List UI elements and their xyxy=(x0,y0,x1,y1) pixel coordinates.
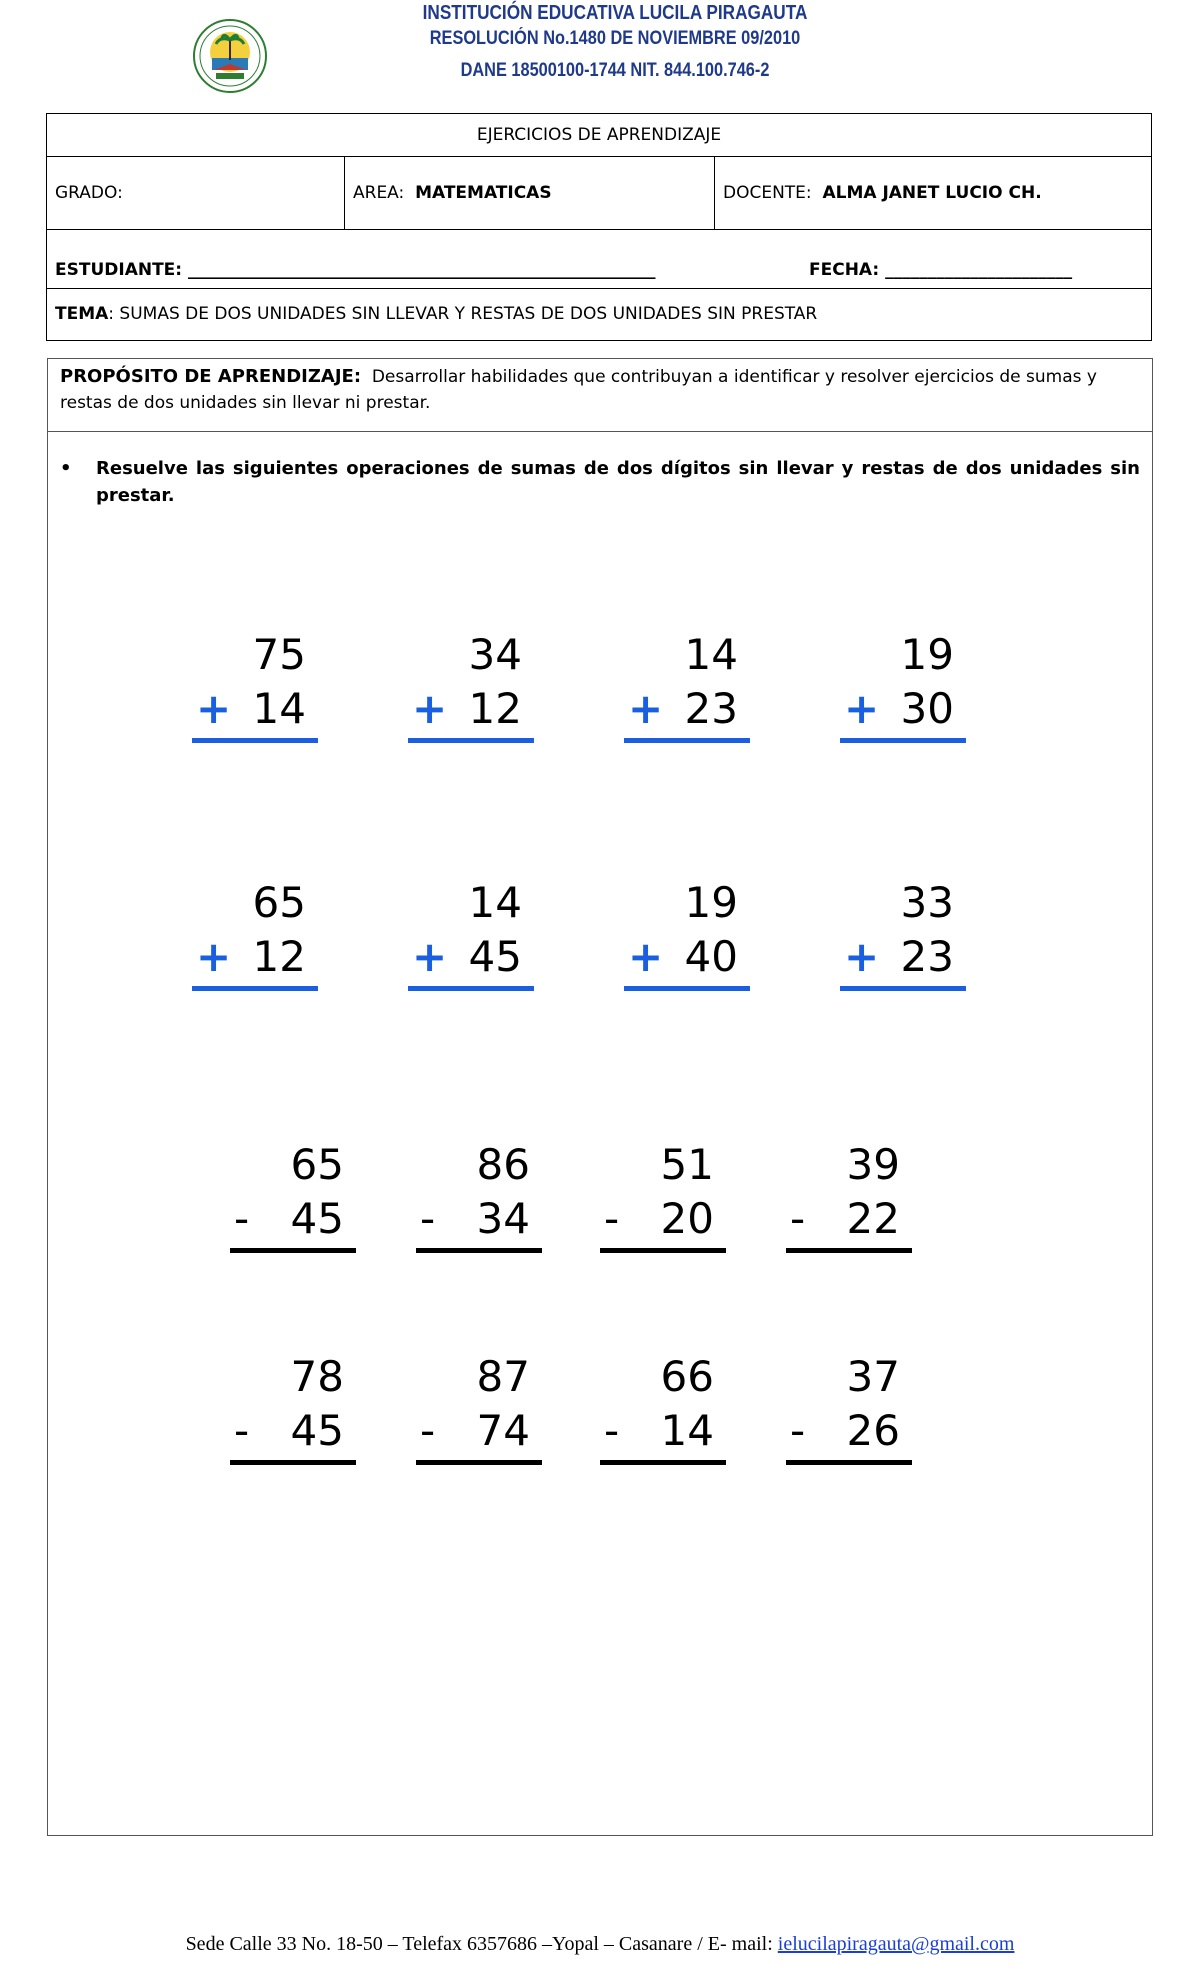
plus-sign: + xyxy=(628,932,664,981)
bottom-number: 74 xyxy=(476,1406,530,1455)
addition-problem xyxy=(840,878,968,993)
bottom-number: 45 xyxy=(290,1406,344,1455)
plus-sign: + xyxy=(844,932,880,981)
minus-sign: - xyxy=(790,1194,806,1243)
top-number: 75 xyxy=(252,630,306,679)
docente-cell xyxy=(715,157,1151,229)
bottom-number: 22 xyxy=(846,1194,900,1243)
addition-problem xyxy=(624,878,752,993)
purpose-section xyxy=(48,359,1152,432)
plus-sign: + xyxy=(412,684,448,733)
subtraction-problem xyxy=(786,1352,914,1467)
answer-line[interactable] xyxy=(192,738,318,743)
area-value: MATEMATICAS xyxy=(415,183,552,203)
bottom-number: 40 xyxy=(684,932,738,981)
fecha-label: FECHA: xyxy=(809,260,880,280)
minus-sign: - xyxy=(604,1194,620,1243)
answer-line[interactable] xyxy=(624,738,750,743)
answer-line[interactable] xyxy=(416,1248,542,1253)
subtraction-problem xyxy=(600,1352,728,1467)
footer xyxy=(0,1933,1200,1956)
dane-nit-line: DANE 18500100-1744 NIT. 844.100.746-2 xyxy=(460,60,770,81)
answer-line[interactable] xyxy=(786,1460,912,1465)
top-number: 14 xyxy=(684,630,738,679)
subtraction-problem xyxy=(786,1140,914,1255)
bottom-number: 45 xyxy=(468,932,522,981)
fecha-blank: ______________________ xyxy=(885,260,1073,280)
addition-problem xyxy=(624,630,752,745)
bottom-number: 20 xyxy=(660,1194,714,1243)
answer-line[interactable] xyxy=(230,1460,356,1465)
estudiante-blank: _______________________________________________________ xyxy=(188,260,656,280)
top-number: 86 xyxy=(476,1140,530,1189)
bottom-number: 26 xyxy=(846,1406,900,1455)
footer-address: Sede Calle 33 No. 18-50 – Telefax 6357686 –Yopal – Casanare / E- mail: xyxy=(185,1933,778,1955)
top-number: 19 xyxy=(684,878,738,927)
instruction xyxy=(60,455,1140,509)
estudiante-field[interactable] xyxy=(55,260,656,280)
answer-line[interactable] xyxy=(408,986,534,991)
minus-sign: - xyxy=(790,1406,806,1455)
top-number: 39 xyxy=(846,1140,900,1189)
header-form-table xyxy=(46,113,1152,341)
docente-value: ALMA JANET LUCIO CH. xyxy=(822,183,1042,203)
answer-line[interactable] xyxy=(840,738,966,743)
minus-sign: - xyxy=(234,1406,250,1455)
resolution-line: RESOLUCIÓN No.1480 DE NOVIEMBRE 09/2010 xyxy=(429,28,801,49)
top-number: 19 xyxy=(900,630,954,679)
minus-sign: - xyxy=(420,1194,436,1243)
minus-sign: - xyxy=(604,1406,620,1455)
top-number: 78 xyxy=(290,1352,344,1401)
exercise-content-box xyxy=(47,358,1153,1836)
footer-email-link[interactable]: ielucilapiragauta@gmail.com xyxy=(777,1933,1015,1955)
subtraction-problem xyxy=(416,1352,544,1467)
answer-line[interactable] xyxy=(624,986,750,991)
bottom-number: 45 xyxy=(290,1194,344,1243)
answer-line[interactable] xyxy=(408,738,534,743)
addition-problem xyxy=(192,878,320,993)
bottom-number: 12 xyxy=(468,684,522,733)
plus-sign: + xyxy=(628,684,664,733)
top-number: 65 xyxy=(290,1140,344,1189)
docente-label: DOCENTE: xyxy=(723,183,812,203)
form-title: EJERCICIOS DE APRENDIZAJE xyxy=(47,114,1151,157)
top-number: 65 xyxy=(252,878,306,927)
addition-problem xyxy=(408,878,536,993)
bottom-number: 14 xyxy=(252,684,306,733)
bottom-number: 14 xyxy=(660,1406,714,1455)
area-cell xyxy=(345,157,715,229)
bottom-number: 34 xyxy=(476,1194,530,1243)
subtraction-problem xyxy=(416,1140,544,1255)
student-row xyxy=(47,230,1151,289)
plus-sign: + xyxy=(412,932,448,981)
subtraction-problem xyxy=(230,1352,358,1467)
addition-problem xyxy=(408,630,536,745)
minus-sign: - xyxy=(234,1194,250,1243)
institution-header xyxy=(340,0,890,84)
top-number: 51 xyxy=(660,1140,714,1189)
top-number: 14 xyxy=(468,878,522,927)
course-info-row xyxy=(47,157,1151,230)
bottom-number: 23 xyxy=(900,932,954,981)
instruction-text: Resuelve las siguientes operaciones de sumas de dos dígitos sin llevar y restas de dos unidades sin prestar. xyxy=(96,458,1140,506)
top-number: 37 xyxy=(846,1352,900,1401)
subtraction-problem xyxy=(230,1140,358,1255)
plus-sign: + xyxy=(196,684,232,733)
purpose-label: PROPÓSITO DE APRENDIZAJE: xyxy=(60,366,362,387)
answer-line[interactable] xyxy=(416,1460,542,1465)
answer-line[interactable] xyxy=(600,1248,726,1253)
answer-line[interactable] xyxy=(230,1248,356,1253)
fecha-field[interactable] xyxy=(809,260,1072,280)
answer-line[interactable] xyxy=(840,986,966,991)
bottom-number: 30 xyxy=(900,684,954,733)
answer-line[interactable] xyxy=(786,1248,912,1253)
plus-sign: + xyxy=(844,684,880,733)
bottom-number: 23 xyxy=(684,684,738,733)
addition-problem xyxy=(192,630,320,745)
tema-row xyxy=(47,289,1151,340)
bullet-icon: • xyxy=(60,458,72,479)
answer-line[interactable] xyxy=(600,1460,726,1465)
institution-name: INSTITUCIÓN EDUCATIVA LUCILA PIRAGAUTA xyxy=(422,2,808,24)
area-label: AREA: xyxy=(353,183,405,203)
top-number: 33 xyxy=(900,878,954,927)
addition-problem xyxy=(840,630,968,745)
answer-line[interactable] xyxy=(192,986,318,991)
purpose-text: Desarrollar habilidades que contribuyan a identificar y resolver ejercicios de sumas y restas de dos unidades sin llevar ni prestar. xyxy=(60,367,1097,413)
subtraction-problem xyxy=(600,1140,728,1255)
top-number: 66 xyxy=(660,1352,714,1401)
tema-value: : SUMAS DE DOS UNIDADES SIN LLEVAR Y RESTAS DE DOS UNIDADES SIN PRESTAR xyxy=(108,304,818,324)
school-seal-logo xyxy=(192,18,268,94)
tema-text xyxy=(55,304,817,324)
bottom-number: 12 xyxy=(252,932,306,981)
minus-sign: - xyxy=(420,1406,436,1455)
top-number: 34 xyxy=(468,630,522,679)
estudiante-label: ESTUDIANTE: xyxy=(55,260,183,280)
tema-label: TEMA xyxy=(55,304,109,324)
grado-cell xyxy=(47,157,345,229)
grado-label: GRADO: xyxy=(55,183,123,203)
top-number: 87 xyxy=(476,1352,530,1401)
plus-sign: + xyxy=(196,932,232,981)
